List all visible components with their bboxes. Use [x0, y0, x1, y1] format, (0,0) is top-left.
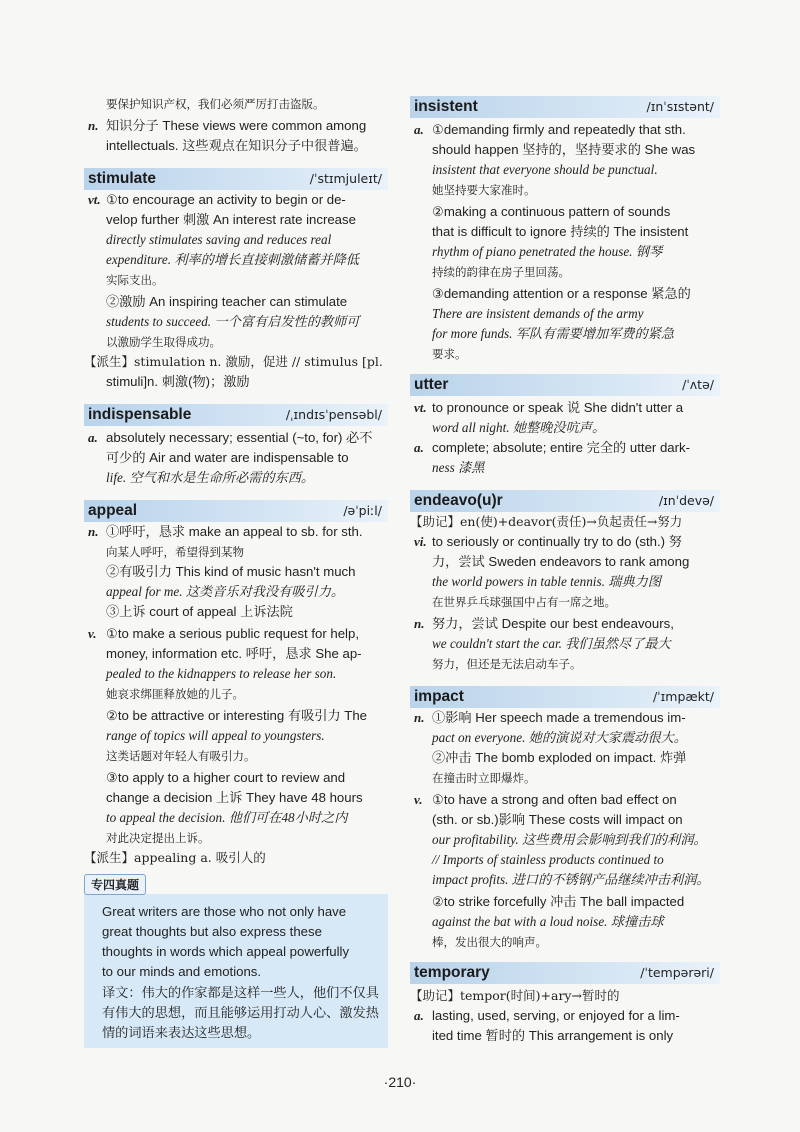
example-line: 这类话题对年轻人有吸引力。 — [106, 749, 256, 763]
phonetic: /əˈpiːl/ — [343, 503, 382, 518]
definition-line: ②making a continuous pattern of sounds — [432, 204, 671, 219]
example-line: 持续的韵律在房子里回荡。 — [432, 265, 570, 279]
box-line: thoughts in words which appeal powerfully — [102, 944, 350, 959]
phonetic: /ˈʌtə/ — [682, 377, 714, 392]
definition-line: ②冲击 The bomb exploded on impact. 炸弹 — [432, 750, 687, 765]
headword-bar — [84, 404, 388, 426]
phonetic: /ɪnˈdevə/ — [658, 493, 714, 508]
definition-line: change a decision 上诉 They have 48 hours — [106, 790, 363, 805]
pos-label: v. — [88, 626, 97, 641]
definition-line: 向某人呼吁，希望得到某物 — [106, 545, 244, 559]
definition-line: ③to apply to a higher court to review and — [106, 770, 346, 785]
headword: appeal — [88, 502, 138, 519]
exam-tag: 专四真题 — [84, 874, 146, 895]
headword: impact — [414, 688, 464, 705]
box-line: 情的词语来表达这些思想。 — [102, 1026, 261, 1041]
headword: utter — [414, 376, 449, 393]
example-line: // Imports of stainless products continued to — [432, 852, 664, 867]
phonetic: /ˈstɪmjuleɪt/ — [309, 171, 382, 186]
definition-line: 知识分子 These views were common among — [106, 118, 367, 133]
example-line: 实际支出。 — [106, 273, 164, 287]
definition-line: that is difficult to ignore 持续的 The insistent — [432, 224, 689, 239]
definition-line: to pronounce or speak 说 She didn't utter a — [432, 400, 684, 415]
example-line: 在撞击时立即爆炸。 — [432, 771, 536, 785]
definition-line: ③上诉 court of appeal 上诉法院 — [106, 604, 293, 619]
example-line: ness 漆黑 — [432, 460, 485, 475]
definition-line: ①to encourage an activity to begin or de- — [106, 192, 346, 207]
definition-line: ①呼吁，恳求 make an appeal to sb. for sth. — [106, 524, 363, 539]
headword: indispensable — [88, 406, 192, 423]
definition-line: money, information etc. 呼吁，恳求 She ap- — [106, 646, 362, 661]
definition-line: ①to make a serious public request for help, — [106, 626, 359, 641]
exam-question-box — [84, 878, 388, 1048]
example-line: expenditure. 利率的增长直接刺激储蓄并降低 — [106, 252, 359, 267]
example-line: pealed to the kidnappers to release her son. — [106, 666, 337, 681]
entry-endeavour — [410, 490, 720, 512]
example-line: insistent that everyone should be punctual. — [432, 162, 658, 177]
pos-label: a. — [88, 430, 98, 445]
example-line: the world powers in table tennis. 瑞典力图 — [432, 574, 661, 589]
entry-utter — [410, 374, 720, 396]
phonetic: /ˈtempərəri/ — [640, 965, 714, 980]
entry-indispensable — [84, 404, 388, 426]
example-line: 努力，但还是无法启动车子。 — [432, 657, 582, 671]
definition-line: to seriously or continually try to do (sth.) 努 — [432, 534, 682, 549]
example-line: 她哀求绑匪释放她的儿子。 — [106, 687, 244, 701]
example-line: 以激励学生取得成功。 — [106, 335, 221, 349]
pos-label: n. — [414, 710, 425, 725]
example-line: life. 空气和水是生命所必需的东西。 — [106, 470, 315, 485]
example-line: There are insistent demands of the army — [432, 306, 644, 321]
phonetic: /ˌɪndɪsˈpensəbl/ — [285, 407, 382, 422]
headword-bar — [84, 500, 388, 522]
page-number: ·210· — [383, 1074, 417, 1090]
definition-line: lasting, used, serving, or enjoyed for a lim- — [432, 1008, 680, 1023]
example-line: word all night. 她整晚没吭声。 — [432, 420, 606, 435]
headword-bar — [84, 168, 388, 190]
example-line: for more funds. 军队有需要增加军费的紧急 — [432, 326, 675, 341]
memo-line: 【助记】tempor(时间)+ary→暂时的 — [410, 988, 620, 1003]
example-line: directly stimulates saving and reduces real — [106, 232, 332, 247]
definition-line: velop further 刺激 An interest rate increase — [106, 212, 356, 227]
pos-label: vi. — [414, 534, 427, 549]
entry-temporary — [410, 962, 720, 984]
phonetic: /ɪnˈsɪstənt/ — [646, 99, 714, 114]
headword: stimulate — [88, 170, 157, 187]
definition-line: ①to have a strong and often bad effect on — [432, 792, 677, 807]
definition-line: ②to be attractive or interesting 有吸引力 The — [106, 708, 368, 723]
example-line: 要求。 — [432, 347, 467, 361]
headword-bar — [410, 490, 720, 512]
example-line: students to succeed. 一个富有启发性的教师可 — [106, 314, 360, 329]
definition-line: 可少的 Air and water are indispensable to — [106, 450, 349, 465]
box-line: great thoughts but also express these — [102, 924, 322, 939]
definition-line: complete; absolute; entire 完全的 utter dark- — [432, 440, 690, 455]
definition-line: absolutely necessary; essential (~to, for) 必不 — [106, 430, 373, 445]
derived-line: 【派生】stimulation n. 激励，促进 // stimulus [pl. — [84, 354, 383, 369]
example-line: appeal for me. 这类音乐对我没有吸引力。 — [106, 584, 345, 599]
pos-label: n. — [88, 118, 99, 133]
pos-label: a. — [414, 1008, 424, 1023]
pos-label: n. — [414, 616, 425, 631]
definition-line: (sth. or sb.)影响 These costs will impact on — [432, 812, 683, 827]
definition-line: intellectuals. 这些观点在知识分子中很普遍。 — [106, 138, 367, 153]
phonetic: /ˈɪmpækt/ — [652, 689, 714, 704]
headword: temporary — [414, 964, 490, 981]
definition-line: should happen 坚持的，坚持要求的 She was — [432, 142, 696, 157]
pos-label: v. — [414, 792, 423, 807]
intro-line: 要保护知识产权，我们必须严厉打击盗版。 — [106, 97, 325, 111]
definition-line: ②to strike forcefully 冲击 The ball impacted — [432, 894, 685, 909]
definition-line: ①demanding firmly and repeatedly that sth. — [432, 122, 686, 137]
derived-line: 【派生】appealing a. 吸引人的 — [84, 850, 266, 865]
headword: endeavo(u)r — [414, 492, 503, 509]
example-line: 在世界乒乓球强国中占有一席之地。 — [432, 595, 616, 609]
example-line: our profitability. 这些费用会影响到我们的利润。 — [432, 832, 707, 847]
definition-line: ited time 暂时的 This arrangement is only — [432, 1028, 674, 1043]
example-line: impact profits. 进口的不锈钢产品继续冲击利润。 — [432, 872, 710, 887]
definition-line: 力，尝试 Sweden endeavors to rank among — [432, 554, 690, 569]
headword: insistent — [414, 98, 478, 115]
definition-line: ②有吸引力 This kind of music hasn't much — [106, 564, 356, 579]
pos-label: n. — [88, 524, 99, 539]
example-line: we couldn't start the car. 我们虽然尽了最大 — [432, 636, 671, 651]
headword-bar — [410, 96, 720, 118]
pos-label: a. — [414, 440, 424, 455]
box-line: to our minds and emotions. — [102, 964, 262, 979]
pos-label: a. — [414, 122, 424, 137]
example-line: 棒，发出很大的响声。 — [432, 935, 547, 949]
memo-line: 【助记】en(使)+deavor(责任)→负起责任→努力 — [410, 514, 683, 529]
example-line: rhythm of piano penetrated the house. 钢琴 — [432, 244, 663, 259]
definition-line: ②激励 An inspiring teacher can stimulate — [106, 294, 348, 309]
headword-bar — [410, 686, 720, 708]
box-line: 译文：伟大的作家都是这样一些人，他们不仅具 — [102, 986, 379, 1001]
headword-bar — [410, 962, 720, 984]
definition-line: 努力，尝试 Despite our best endeavours, — [432, 616, 674, 631]
entry-appeal — [84, 500, 388, 522]
example-line: pact on everyone. 她的演说对大家震动很大。 — [432, 730, 687, 745]
definition-line: ①影响 Her speech made a tremendous im- — [432, 710, 686, 725]
example-line: to appeal the decision. 他们可在48小时之内 — [106, 810, 348, 825]
derived-line: stimuli]n. 刺激(物)；激励 — [106, 374, 250, 389]
example-line: 她坚持要大家准时。 — [432, 183, 536, 197]
entry-stimulate — [84, 168, 388, 190]
box-line: 有伟大的思想，而且能够运用打动人心、激发热 — [102, 1006, 379, 1021]
pos-label: vt. — [414, 400, 427, 415]
box-line: Great writers are those who not only have — [102, 904, 347, 919]
headword-bar — [410, 374, 720, 396]
example-line: range of topics will appeal to youngsters. — [106, 728, 325, 743]
entry-impact — [410, 686, 720, 708]
pos-label: vt. — [88, 192, 101, 207]
definition-line: ③demanding attention or a response 紧急的 — [432, 286, 691, 301]
example-line: 对此决定提出上诉。 — [106, 831, 210, 845]
example-line: against the bat with a loud noise. 球撞击球 — [432, 914, 664, 929]
entry-insistent — [410, 96, 720, 118]
